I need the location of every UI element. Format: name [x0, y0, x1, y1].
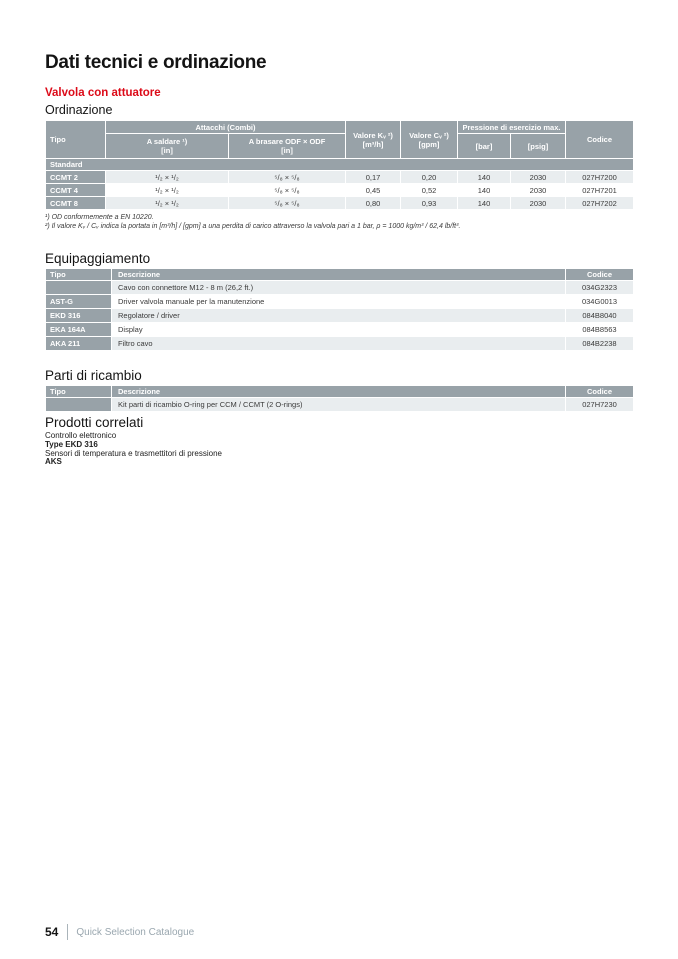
table-row: [46, 323, 634, 337]
col-header-cv-label: Valore Cᵥ ²): [409, 130, 449, 140]
catalogue-title: Quick Selection Catalogue: [76, 926, 195, 938]
related-line-product: Type EKD 316: [45, 439, 98, 449]
row-descrizione: Filtro cavo: [112, 337, 566, 351]
table-row: [46, 171, 634, 184]
ordering-table: [45, 120, 634, 210]
table-row: [46, 281, 634, 295]
related-products-list: [45, 432, 633, 467]
page-content: [45, 0, 633, 467]
col-header-kv: [346, 121, 401, 159]
row-tipo: AKA 211: [46, 337, 112, 351]
row-cv: 0,93: [401, 197, 458, 210]
related-line-product: AKS: [45, 457, 62, 467]
row-saldare: ¹/₂ × ¹/₂: [106, 171, 229, 184]
row-psig: 2030: [511, 171, 566, 184]
row-codice: 027H7200: [566, 171, 634, 184]
row-bar: 140: [458, 197, 511, 210]
col-header-codice: Codice: [566, 269, 634, 281]
col-header-tipo: Tipo: [46, 269, 112, 281]
row-bar: 140: [458, 171, 511, 184]
spare-parts-table: [45, 385, 634, 412]
col-header-codice: Codice: [566, 121, 634, 159]
col-header-psig: [psig]: [511, 134, 566, 159]
col-header-cv-unit: [gpm]: [418, 139, 440, 149]
table-row: [46, 309, 634, 323]
row-tipo: CCMT 4: [46, 184, 106, 197]
col-header-tipo: Tipo: [46, 386, 112, 398]
col-header-kv-unit: [m³/h]: [362, 139, 384, 149]
col-header-kv-label: Valore Kᵥ ²): [353, 130, 393, 140]
col-group-attacchi: Attacchi (Combi): [106, 121, 346, 134]
page-number: 54: [45, 925, 59, 939]
row-cv: 0,20: [401, 171, 458, 184]
row-brasare: ⁵/₈ × ⁵/₈: [229, 171, 346, 184]
table-group-row-standard: [46, 159, 634, 171]
row-descrizione: Kit parti di ricambio O-ring per CCM / CCMT (2 O-rings): [112, 398, 566, 412]
row-tipo: [46, 398, 112, 412]
row-kv: 0,17: [346, 171, 401, 184]
row-codice: 027H7201: [566, 184, 634, 197]
row-saldare: ¹/₂ × ¹/₂: [106, 197, 229, 210]
row-psig: 2030: [511, 197, 566, 210]
col-header-descrizione: Descrizione: [112, 269, 566, 281]
row-tipo: CCMT 2: [46, 171, 106, 184]
footnote-1: ¹) OD conformemente a EN 10220.: [45, 214, 154, 221]
page-footer: [45, 922, 194, 942]
row-tipo: CCMT 8: [46, 197, 106, 210]
table-row: [46, 337, 634, 351]
footer-divider: [67, 924, 68, 940]
col-header-tipo: Tipo: [46, 121, 106, 159]
row-tipo: [46, 281, 112, 295]
section-subtitle-valve: Valvola con attuatore: [45, 87, 161, 99]
ordering-heading: Ordinazione: [45, 103, 113, 117]
group-row-label: Standard: [46, 159, 634, 171]
page-title: Dati tecnici e ordinazione: [45, 52, 267, 73]
row-tipo: EKD 316: [46, 309, 112, 323]
row-kv: 0,80: [346, 197, 401, 210]
col-header-descrizione: Descrizione: [112, 386, 566, 398]
row-bar: 140: [458, 184, 511, 197]
row-brasare: ⁵/₈ × ⁵/₈: [229, 197, 346, 210]
row-tipo: EKA 164A: [46, 323, 112, 337]
row-codice: 084B8040: [566, 309, 634, 323]
col-header-saldare-unit: [in]: [161, 146, 173, 155]
row-codice: 027H7230: [566, 398, 634, 412]
col-header-brasare: [229, 134, 346, 159]
related-line-category: Controllo elettronico: [45, 431, 117, 440]
col-group-pressione: Pressione di esercizio max.: [458, 121, 566, 134]
row-codice: 027H7202: [566, 197, 634, 210]
row-descrizione: Driver valvola manuale per la manutenzione: [112, 295, 566, 309]
row-tipo: AST-G: [46, 295, 112, 309]
col-header-brasare-label: A brasare ODF × ODF: [248, 137, 326, 146]
col-header-codice: Codice: [566, 386, 634, 398]
row-psig: 2030: [511, 184, 566, 197]
table-row: [46, 197, 634, 210]
row-kv: 0,45: [346, 184, 401, 197]
row-codice: 034G2323: [566, 281, 634, 295]
footnote-2: ²) Il valore Kᵥ / Cᵥ indica la portata in [m³/h] / [gpm] a una perdita di carico attraverso la valvola pari a 1 bar, ρ = 1000 kg/m³ / 62,4 lb/ft³.: [45, 222, 461, 230]
row-codice: 084B8563: [566, 323, 634, 337]
row-saldare: ¹/₂ × ¹/₂: [106, 184, 229, 197]
col-header-saldare-label: A saldare ¹): [146, 137, 188, 146]
col-header-cv: [401, 121, 458, 159]
col-header-saldare: [106, 134, 229, 159]
related-line-category: Sensori di temperatura e trasmettitori di pressione: [45, 448, 222, 458]
table-row: [46, 295, 634, 309]
row-descrizione: Regolatore / driver: [112, 309, 566, 323]
spare-parts-heading: Parti di ricambio: [45, 368, 142, 383]
footnotes: [45, 214, 633, 231]
equipment-table: [45, 268, 634, 351]
row-brasare: ⁵/₈ × ⁵/₈: [229, 184, 346, 197]
related-products-heading: Prodotti correlati: [45, 415, 144, 430]
row-codice: 034G0013: [566, 295, 634, 309]
col-header-bar: [bar]: [458, 134, 511, 159]
row-cv: 0,52: [401, 184, 458, 197]
row-descrizione: Display: [112, 323, 566, 337]
col-header-brasare-unit: [in]: [281, 146, 293, 155]
equipment-heading: Equipaggiamento: [45, 251, 151, 266]
table-row: [46, 398, 634, 412]
table-row: [46, 184, 634, 197]
row-codice: 084B2238: [566, 337, 634, 351]
row-descrizione: Cavo con connettore M12 - 8 m (26,2 ft.): [112, 281, 566, 295]
